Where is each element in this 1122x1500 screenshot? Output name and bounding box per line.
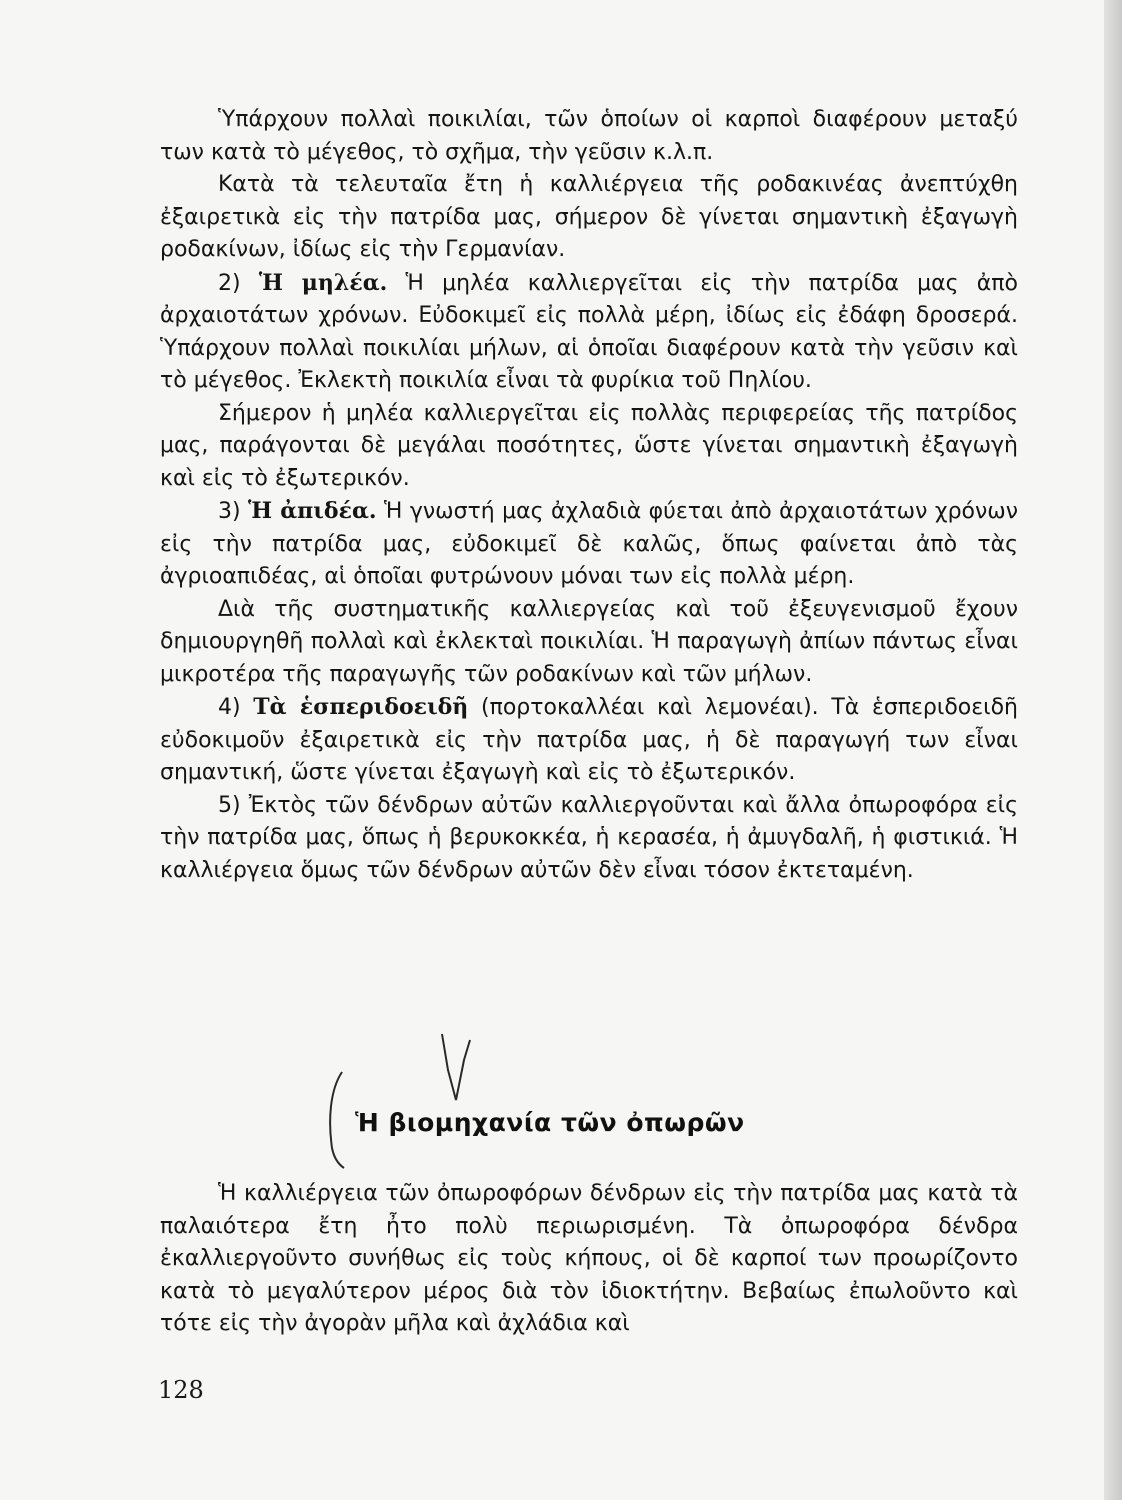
paragraph-apple-today: Σήμερον ἡ μηλέα καλλιεργεῖται εἰς πολλὰς περιφερείας τῆς πατρίδος μας, παράγονται δὲ μεγάλαι ποσότητες, ὥστε γίνεται σημαντικὴ ἐξαγωγὴ καὶ εἰς τὸ ἐξωτερικόν. — [160, 400, 1018, 491]
item-number: 4) — [218, 695, 254, 720]
item-text: Ἡ μηλέα καλλιεργεῖται εἰς τὴν πατρίδα μας ἀπὸ ἀρχαιοτάτων χρόνων. Εὐδοκιμεῖ εἰς πολλὰ μέρη, ἰδίως εἰς ἐδάφη δροσερά. Ὑπάρχουν πολλαὶ ποικιλίαι μήλων, αἱ ὁποῖαι διαφέρουν κατὰ τὴν γεῦσιν καὶ τὸ μέγεθος. Ἐκλεκτὴ ποικιλία εἶναι τὰ φυρίκια τοῦ Πηλίου. — [160, 270, 1018, 393]
item-text: Ἡ γνωστή μας ἀχλαδιὰ φύεται ἀπὸ ἀρχαιοτάτων χρόνων εἰς τὴν πατρίδα μας, εὐδοκιμεῖ δὲ καλῶς, ὅπως φαίνεται ἀπὸ τὰς ἀγριοαπιδέας, αἱ ὁποῖαι φυτρώνουν μόναι των εἰς πολλὰ μέρη. — [160, 499, 1018, 589]
main-text — [160, 104, 1018, 887]
item-heading-pear: Ἡ ἀπιδέα. — [248, 498, 377, 524]
section-text — [160, 1178, 1018, 1341]
page-edge-shadow — [1104, 0, 1122, 1500]
section-heading: Ἡ βιομηχανία τῶν ὀπωρῶν — [355, 1108, 745, 1137]
item-heading-apple: Ἡ μηλέα. — [258, 269, 388, 296]
paragraph-pear — [160, 495, 1018, 594]
page-number: 128 — [158, 1376, 204, 1404]
item-text: (πορτοκαλλέαι καὶ λεμονέαι). Τὰ ἑσπεριδοειδῆ εὐδοκιμοῦν ἐξαιρετικὰ εἰς τὴν πατρίδα μας, ἡ δὲ παραγωγή των εἶναι σημαντική, ὥστε γίνεται ἐξαγωγὴ καὶ εἰς τὸ ἐξωτερικόν. — [160, 695, 1019, 785]
paragraph-pear-varieties: Διὰ τῆς συστηματικῆς καλλιεργείας καὶ τοῦ ἐξευγενισμοῦ ἔχουν δημιουργηθῆ πολλαὶ καὶ ἐκλεκταὶ ποικιλίαι. Ἡ παραγωγὴ ἀπίων πάντως εἶναι μικροτέρα τῆς παραγωγῆς τῶν ροδακίνων καὶ τῶν μήλων. — [160, 596, 1018, 687]
paragraph-fruit-industry: Ἡ καλλιέργεια τῶν ὀπωροφόρων δένδρων εἰς τὴν πατρίδα μας κατὰ τὰ παλαιότερα ἔτη ἦτο πολὺ περιωρισμένη. Τὰ ὀπωροφόρα δένδρα ἐκαλλιεργοῦντο συνήθως εἰς τοὺς κήπους, οἱ δὲ καρποί των προωρίζοντο κατὰ τὸ μεγαλύτερον μέρος διὰ τὸν ἰδιοκτήτην. Βεβαίως ἐπωλοῦντο καὶ τότε εἰς τὴν ἀγορὰν μῆλα καὶ ἀχλάδια καὶ — [160, 1181, 1018, 1336]
paragraph-peach: Κατὰ τὰ τελευταῖα ἔτη ἡ καλλιέργεια τῆς ροδακινέας ἀνεπτύχθη ἐξαιρετικὰ εἰς τὴν πατρίδα μας, σήμερον δὲ γίνεται σημαντικὴ ἐξαγωγὴ ροδακίνων, ἰδίως εἰς τὴν Γερμανίαν. — [160, 172, 1018, 262]
paragraph-apple — [160, 267, 1018, 398]
paragraph-varieties: Ὑπάρχουν πολλαὶ ποικιλίαι, τῶν ὁποίων οἱ καρποὶ διαφέρουν μεταξύ των κατὰ τὸ μέγεθος, τὸ σχῆμα, τὴν γεῦσιν κ.λ.π. — [160, 107, 1018, 165]
pencil-check-mark — [320, 1030, 490, 1180]
item-number: 2) — [218, 270, 259, 296]
paragraph-citrus — [160, 691, 1018, 790]
paragraph-other-trees: 5) Ἐκτὸς τῶν δένδρων αὐτῶν καλλιεργοῦνται καὶ ἄλλα ὀπωροφόρα εἰς τὴν πατρίδα μας, ὅπως ἡ βερυκοκκέα, ἡ κερασέα, ἡ ἀμυγδαλῆ, ἡ φιστικιά. Ἡ καλλιέργεια ὅμως τῶν δένδρων αὐτῶν δὲν εἶναι τόσον ἐκτεταμένη. — [160, 792, 1018, 883]
item-heading-citrus: Τὰ ἑσπεριδοειδῆ — [253, 694, 469, 720]
item-number: 3) — [218, 499, 249, 524]
